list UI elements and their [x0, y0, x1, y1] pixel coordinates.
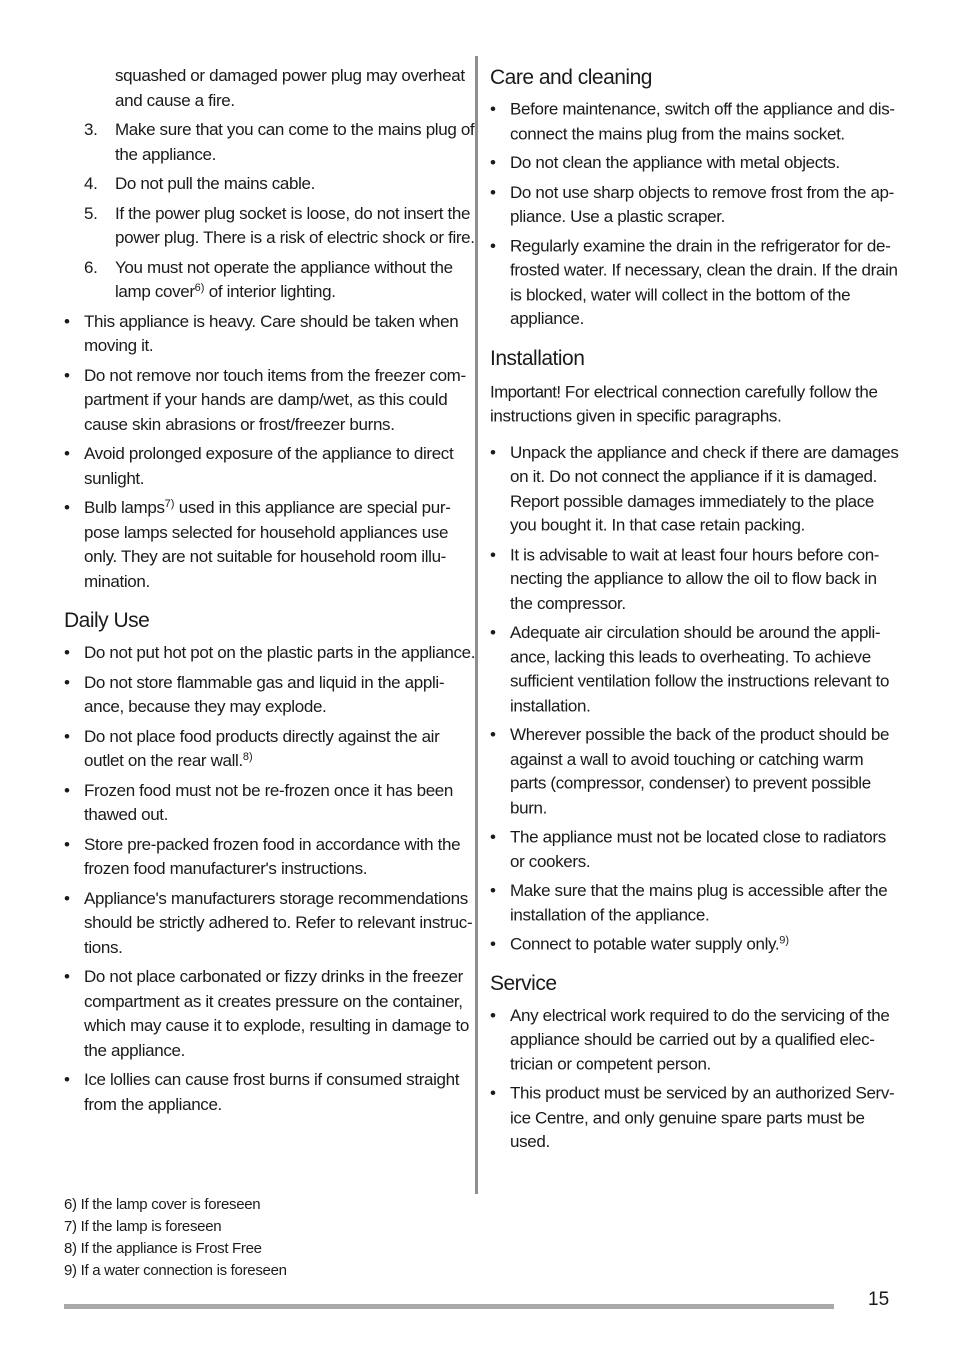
item-text: Make sure that the mains plug is accessible after the installation of the appliance.: [510, 881, 888, 925]
important-label: Important!: [490, 382, 561, 402]
bullet-icon: •: [490, 1083, 496, 1103]
bullet-icon: •: [490, 827, 496, 847]
bullet-icon: •: [490, 99, 496, 119]
list-item: [490, 98, 902, 147]
list-item: [64, 364, 476, 438]
item-text: It is advisable to wait at least four hours before con-necting the appliance to allow the oil to flow back in the compressor.: [510, 544, 880, 613]
right-column: [490, 64, 902, 1160]
item-text: Before maintenance, switch off the appliance and dis-connect the mains plug from the mains socket.: [510, 99, 895, 143]
bullet-icon: •: [490, 544, 496, 564]
bullet-icon: •: [490, 236, 496, 256]
important-note: [490, 380, 902, 429]
daily-use-list: [64, 641, 476, 1117]
bullet-icon: •: [64, 967, 70, 986]
bullet-icon: •: [490, 1005, 496, 1025]
footnote-ref: 7): [164, 498, 175, 510]
list-item: [490, 621, 902, 718]
list-item: [490, 543, 902, 616]
item-text: The appliance must not be located close to radiators or cookers.: [510, 827, 886, 871]
item-text: Do not put hot pot on the plastic parts in the appliance.: [84, 643, 476, 662]
list-item: [490, 723, 902, 820]
list-item: [64, 172, 476, 197]
item-text: Do not clean the appliance with metal objects.: [510, 153, 840, 173]
bullet-list: [64, 310, 476, 595]
bullet-icon: •: [490, 442, 496, 462]
continued-text: squashed or damaged power plug may overheat and cause a fire.: [115, 66, 465, 110]
list-item: [490, 181, 902, 230]
item-text: This product must be serviced by an authorized Serv-ice Centre, and only genuine spare parts must be used.: [510, 1083, 895, 1152]
item-text: Do not remove nor touch items from the freezer com-partment if your hands are damp/wet, as this could cause skin abrasions or frost/freezer burns.: [84, 365, 466, 434]
bullet-icon: •: [64, 498, 70, 517]
bullet-icon: •: [64, 365, 70, 385]
footnote-ref: 9): [779, 934, 790, 947]
item-text: Do not place carbonated or fizzy drinks in the freezer compartment as it creates pressure on the container, which may cause it to explode, resulting in damage to the appliance.: [84, 967, 469, 1060]
list-item: [490, 825, 902, 874]
item-text: Do not pull the mains cable.: [115, 174, 315, 193]
footnotes: [64, 1194, 287, 1282]
bullet-icon: •: [64, 834, 70, 854]
bullet-icon: •: [64, 780, 70, 800]
item-text: Unpack the appliance and check if there are damages on it. Do not connect the appliance if it is damaged. Report possible damages immediately to the place you bought it. In that case retain packing.: [510, 442, 899, 535]
left-column: [64, 64, 476, 1122]
item-number: 5.: [84, 203, 98, 223]
item-text: Do not place food products directly against the air outlet on the rear wall.: [84, 726, 440, 770]
list-item: [64, 256, 476, 305]
item-text: Avoid prolonged exposure of the appliance to direct sunlight.: [84, 444, 454, 488]
numbered-list: [64, 118, 476, 305]
item-text: This appliance is heavy. Care should be taken when moving it.: [84, 311, 459, 355]
list-item: [64, 202, 476, 251]
list-item: [64, 833, 476, 882]
list-item: [64, 965, 476, 1063]
bullet-icon: •: [64, 726, 70, 746]
bullet-icon: •: [490, 182, 496, 202]
care-list: [490, 98, 902, 332]
bullet-icon: •: [490, 725, 496, 745]
list-item: [64, 671, 476, 720]
list-item: [64, 118, 476, 167]
list-item: [64, 442, 476, 491]
list-item: [490, 879, 902, 928]
bullet-icon: •: [64, 672, 70, 692]
bullet-icon: •: [64, 888, 70, 908]
section-heading-installation: Installation: [490, 346, 585, 370]
bullet-icon: •: [64, 1070, 70, 1089]
section-heading-care: Care and cleaning: [490, 65, 652, 89]
footnote: 7) If the lamp is foreseen: [64, 1218, 222, 1235]
item-text: Adequate air circulation should be around the appli-ance, lacking this leads to overheating. To achieve sufficient ventilation follow the instructions relevant to installation.: [510, 622, 890, 715]
bullet-icon: •: [490, 934, 496, 954]
footer-rule: [64, 1304, 834, 1309]
bullet-icon: •: [64, 444, 70, 463]
bullet-icon: •: [64, 311, 70, 331]
list-item: [64, 725, 476, 774]
item-text: Store pre-packed frozen food in accordance with the frozen food manufacturer's instructions.: [84, 834, 461, 878]
page-number: 15: [868, 1289, 890, 1310]
item-text: If the power plug socket is loose, do not insert the power plug. There is a risk of electric shock or fire.: [115, 203, 475, 247]
item-text: Do not use sharp objects to remove frost from the ap-pliance. Use a plastic scraper.: [510, 182, 894, 226]
item-text: Appliance's manufacturers storage recommendations should be strictly adhered to. Refer to relevant instruc-tions.: [84, 888, 473, 957]
bullet-icon: •: [490, 153, 496, 173]
section-heading-service: Service: [490, 971, 557, 995]
footnote: 6) If the lamp cover is foreseen: [64, 1196, 261, 1213]
item-text: Ice lollies can cause frost burns if consumed straight from the appliance.: [84, 1070, 460, 1114]
footnote: 9) If a water connection is foreseen: [64, 1262, 287, 1279]
list-item: [490, 933, 902, 957]
list-item: [64, 496, 476, 594]
footnote-ref: 6): [194, 282, 205, 294]
list-item: [490, 441, 902, 538]
column-divider: [475, 56, 478, 1194]
important-text: For electrical connection carefully follow the instructions given in specific paragraphs.: [490, 382, 878, 426]
item-text-cont: used in this appliance are special pur-pose lamps selected for household appliances use only. They are not suitable for household room illu-mination.: [84, 498, 451, 591]
installation-list: [490, 441, 902, 957]
footnote-ref: 8): [242, 751, 253, 763]
list-item: [490, 1082, 902, 1155]
item-text: You must not operate the appliance without the lamp cover: [115, 257, 453, 301]
item-number: 6.: [84, 257, 98, 277]
list-item: [490, 1004, 902, 1077]
list-item: [64, 1068, 476, 1117]
list-item: [64, 887, 476, 961]
item-text: Do not store flammable gas and liquid in the appli-ance, because they may explode.: [84, 672, 445, 716]
bullet-icon: •: [490, 881, 496, 900]
section-heading-daily-use: Daily Use: [64, 609, 150, 632]
item-text: Regularly examine the drain in the refrigerator for de-frosted water. If necessary, clean the drain. If the drain is blocked, water will collect in the bottom of the appliance.: [510, 236, 898, 329]
list-item: [490, 151, 902, 175]
bullet-icon: •: [64, 643, 70, 662]
item-text-cont: of interior lighting.: [204, 282, 336, 301]
item-text: Make sure that you can come to the mains plug of the appliance.: [115, 120, 475, 164]
item-number: 3.: [84, 120, 98, 139]
item-text: Wherever possible the back of the product should be against a wall to avoid touching or catching warm parts (compressor, condenser) to prevent possible burn.: [510, 725, 890, 818]
item-text: Bulb lamps: [84, 498, 165, 517]
item-text: Any electrical work required to do the servicing of the appliance should be carried out by a qualified elec-trician or competent person.: [510, 1005, 890, 1074]
service-list: [490, 1004, 902, 1155]
list-item: [64, 779, 476, 828]
item-number: 4.: [84, 174, 98, 193]
item-text: Frozen food must not be re-frozen once it has been thawed out.: [84, 780, 454, 824]
footnote: 8) If the appliance is Frost Free: [64, 1240, 262, 1257]
list-item: [64, 641, 476, 666]
list-item: [64, 310, 476, 359]
item-text: Connect to potable water supply only.: [510, 934, 780, 954]
list-item: [490, 234, 902, 331]
bullet-icon: •: [490, 622, 496, 642]
